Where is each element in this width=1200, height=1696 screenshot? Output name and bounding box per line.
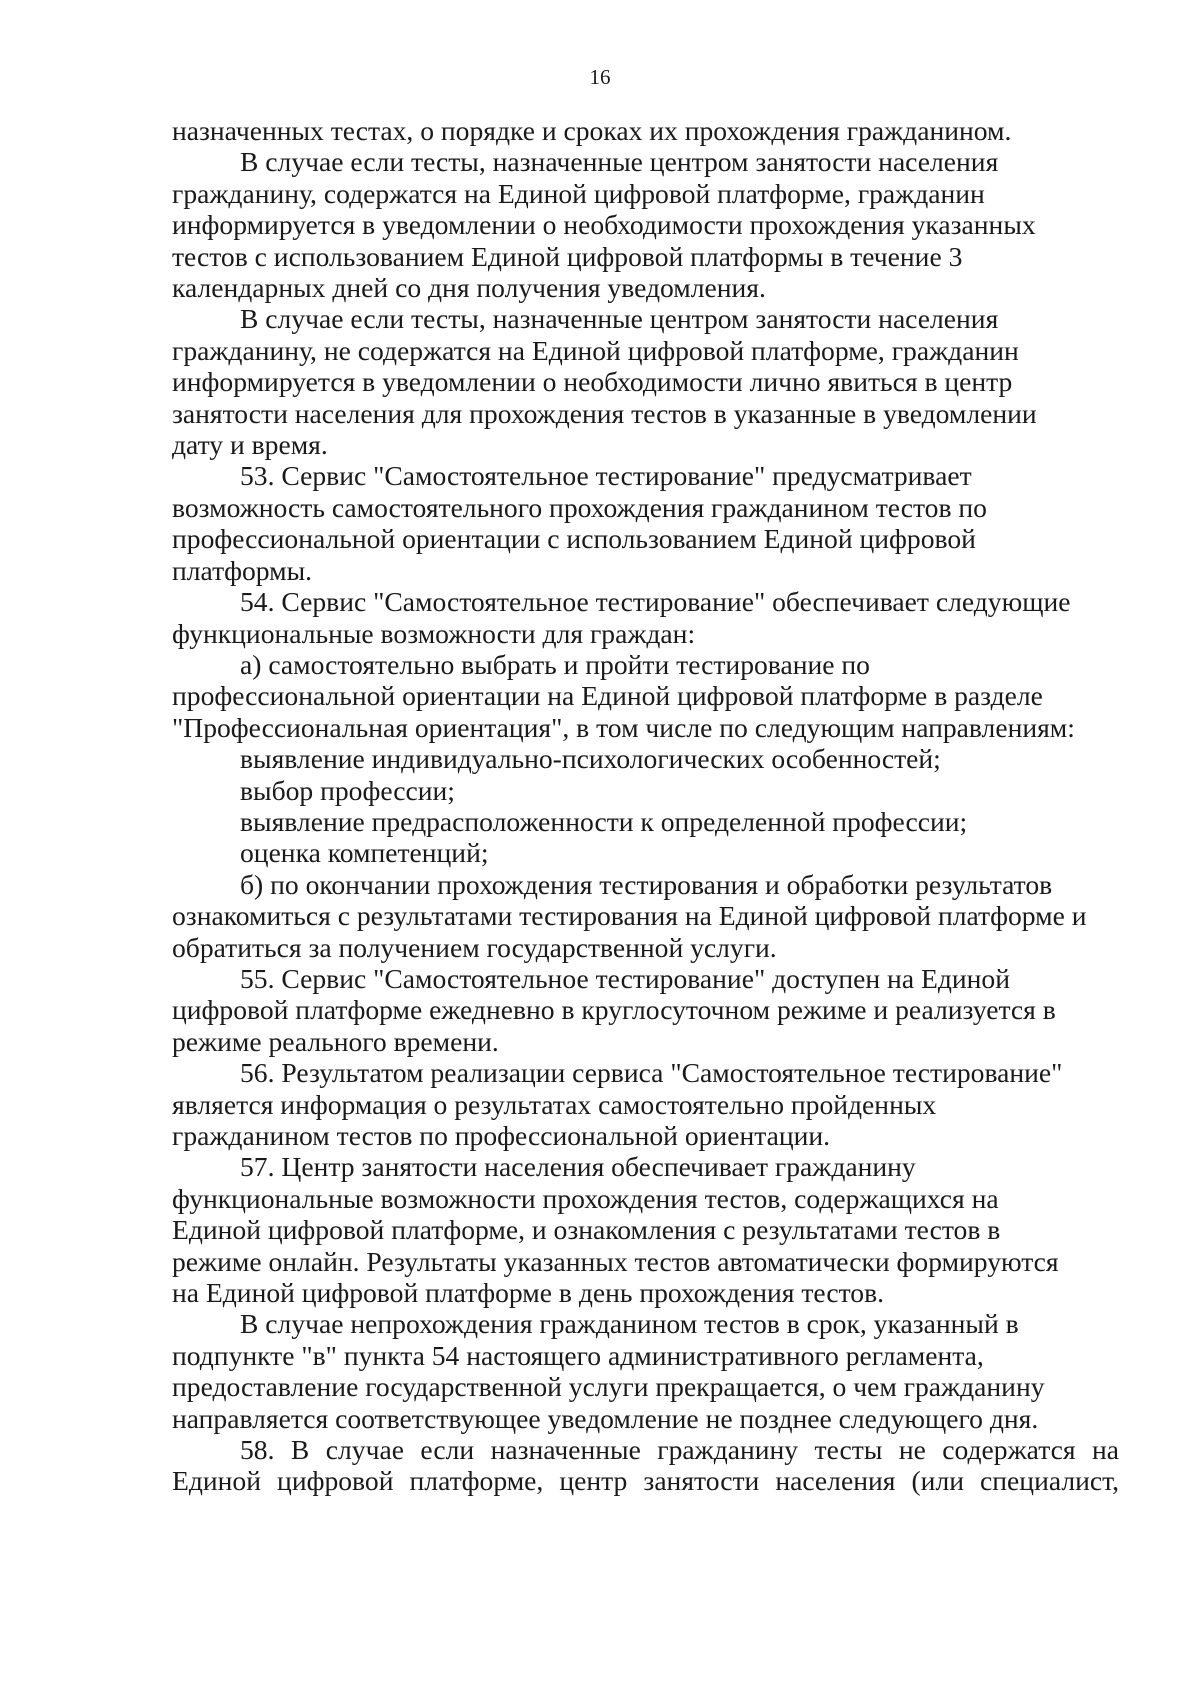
text-line: платформы. (172, 554, 313, 586)
text-line: В случае если тесты, назначенные центром занятости населения (240, 146, 999, 178)
text-line: режиме реального времени. (172, 1025, 499, 1057)
text-line: тестов с использованием Единой цифровой платформы в течение 3 (172, 240, 963, 272)
text-line: информируется в уведомлении о необходимости лично явиться в центр (172, 366, 1013, 398)
paragraph-subclause-b (172, 869, 1119, 963)
list-item (172, 837, 1119, 868)
text-line: В случае если тесты, назначенные центром занятости населения (240, 303, 999, 335)
list-item (172, 743, 1119, 774)
text-line: функциональные возможности прохождения тестов, содержащихся на (172, 1182, 999, 1214)
text-line: календарных дней со дня получения уведомления. (172, 272, 766, 304)
text-line: выбор профессии; (240, 774, 455, 806)
text-line: 57. Центр занятости населения обеспечивает гражданину (240, 1151, 916, 1183)
text-line: дату и время. (172, 429, 328, 461)
paragraph-tests-not-on-platform (172, 303, 1119, 460)
paragraph-subclause-a (172, 649, 1119, 743)
paragraph-clause-55 (172, 963, 1119, 1057)
list-item (172, 775, 1119, 806)
text-line: "Профессиональная ориентация", в том числе по следующим направлениям: (172, 711, 1075, 743)
text-line: подпункте "в" пункта 54 настоящего административного регламента, (172, 1339, 984, 1371)
text-line: выявление индивидуально-психологических особенностей; (240, 743, 941, 775)
text-line: 58. В случае если назначенные гражданину тесты не содержатся на (240, 1434, 1119, 1466)
text-line: функциональные возможности для граждан: (172, 617, 696, 649)
text-line: предоставление государственной услуги прекращается, о чем гражданину (172, 1371, 1045, 1403)
list-item (172, 806, 1119, 837)
text-line: Единой цифровой платформе, и ознакомления с результатами тестов в (172, 1214, 1001, 1246)
paragraph-clause-54 (172, 586, 1119, 649)
text-line: назначенных тестах, о порядке и сроках их прохождения гражданином. (172, 115, 1012, 146)
text-line: на Единой цифровой платформе в день прохождения тестов. (172, 1277, 885, 1309)
text-line: профессиональной ориентации с использованием Единой цифровой (172, 523, 976, 555)
text-line: режиме онлайн. Результаты указанных тестов автоматически формируются (172, 1245, 1059, 1277)
text-line: информируется в уведомлении о необходимости прохождения указанных (172, 209, 1036, 241)
text-line: ознакомиться с результатами тестирования на Единой цифровой платформе и (172, 900, 1087, 932)
text-line: гражданином тестов по профессиональной ориентации. (172, 1120, 831, 1151)
text-line: гражданину, содержатся на Единой цифровой платформе, гражданин (172, 177, 985, 209)
text-line: является информация о результатах самостоятельно пройденных (172, 1088, 937, 1120)
paragraph-clause-57 (172, 1151, 1119, 1308)
text-line: В случае непрохождения гражданином тестов в срок, указанный в (240, 1308, 1019, 1340)
text-line: цифровой платформе ежедневно в круглосуточном режиме и реализуется в (172, 994, 1056, 1026)
text-line: 55. Сервис "Самостоятельное тестирование" доступен на Единой (240, 962, 1010, 994)
paragraph-clause-58 (172, 1434, 1119, 1497)
paragraph-continuation (172, 115, 1119, 146)
text-line: 54. Сервис "Самостоятельное тестирование" обеспечивает следующие (240, 586, 1071, 618)
text-line: б) по окончании прохождения тестирования и обработки результатов (240, 868, 1053, 900)
paragraph-clause-53 (172, 460, 1119, 586)
text-line: а) самостоятельно выбрать и пройти тестирование по (240, 648, 870, 680)
paragraph-tests-on-platform (172, 146, 1119, 303)
text-line: направляется соответствующее уведомление не позднее следующего дня. (172, 1402, 1039, 1434)
text-line: гражданину, не содержатся на Единой цифровой платформе, гражданин (172, 334, 1019, 366)
text-line: 53. Сервис "Самостоятельное тестирование" предусматривает (240, 460, 972, 492)
text-line: выявление предрасположенности к определенной профессии; (240, 805, 968, 837)
text-line: 56. Результатом реализации сервиса "Самостоятельное тестирование" (240, 1057, 1063, 1089)
text-line: возможность самостоятельного прохождения гражданином тестов по (172, 491, 987, 523)
text-line: занятости населения для прохождения тестов в указанные в уведомлении (172, 397, 1037, 429)
text-line: обратиться за получением государственной услуги. (172, 931, 777, 963)
page-number: 16 (589, 65, 611, 89)
paragraph-clause-56 (172, 1057, 1119, 1151)
text-line: Единой цифровой платформе, центр занятости населения (или специалист, (172, 1465, 1119, 1497)
paragraph-non-completion (172, 1308, 1119, 1434)
text-line: профессиональной ориентации на Единой цифровой платформе в разделе (172, 680, 1043, 712)
text-line: оценка компетенций; (240, 837, 489, 869)
document-body (172, 115, 1119, 1497)
